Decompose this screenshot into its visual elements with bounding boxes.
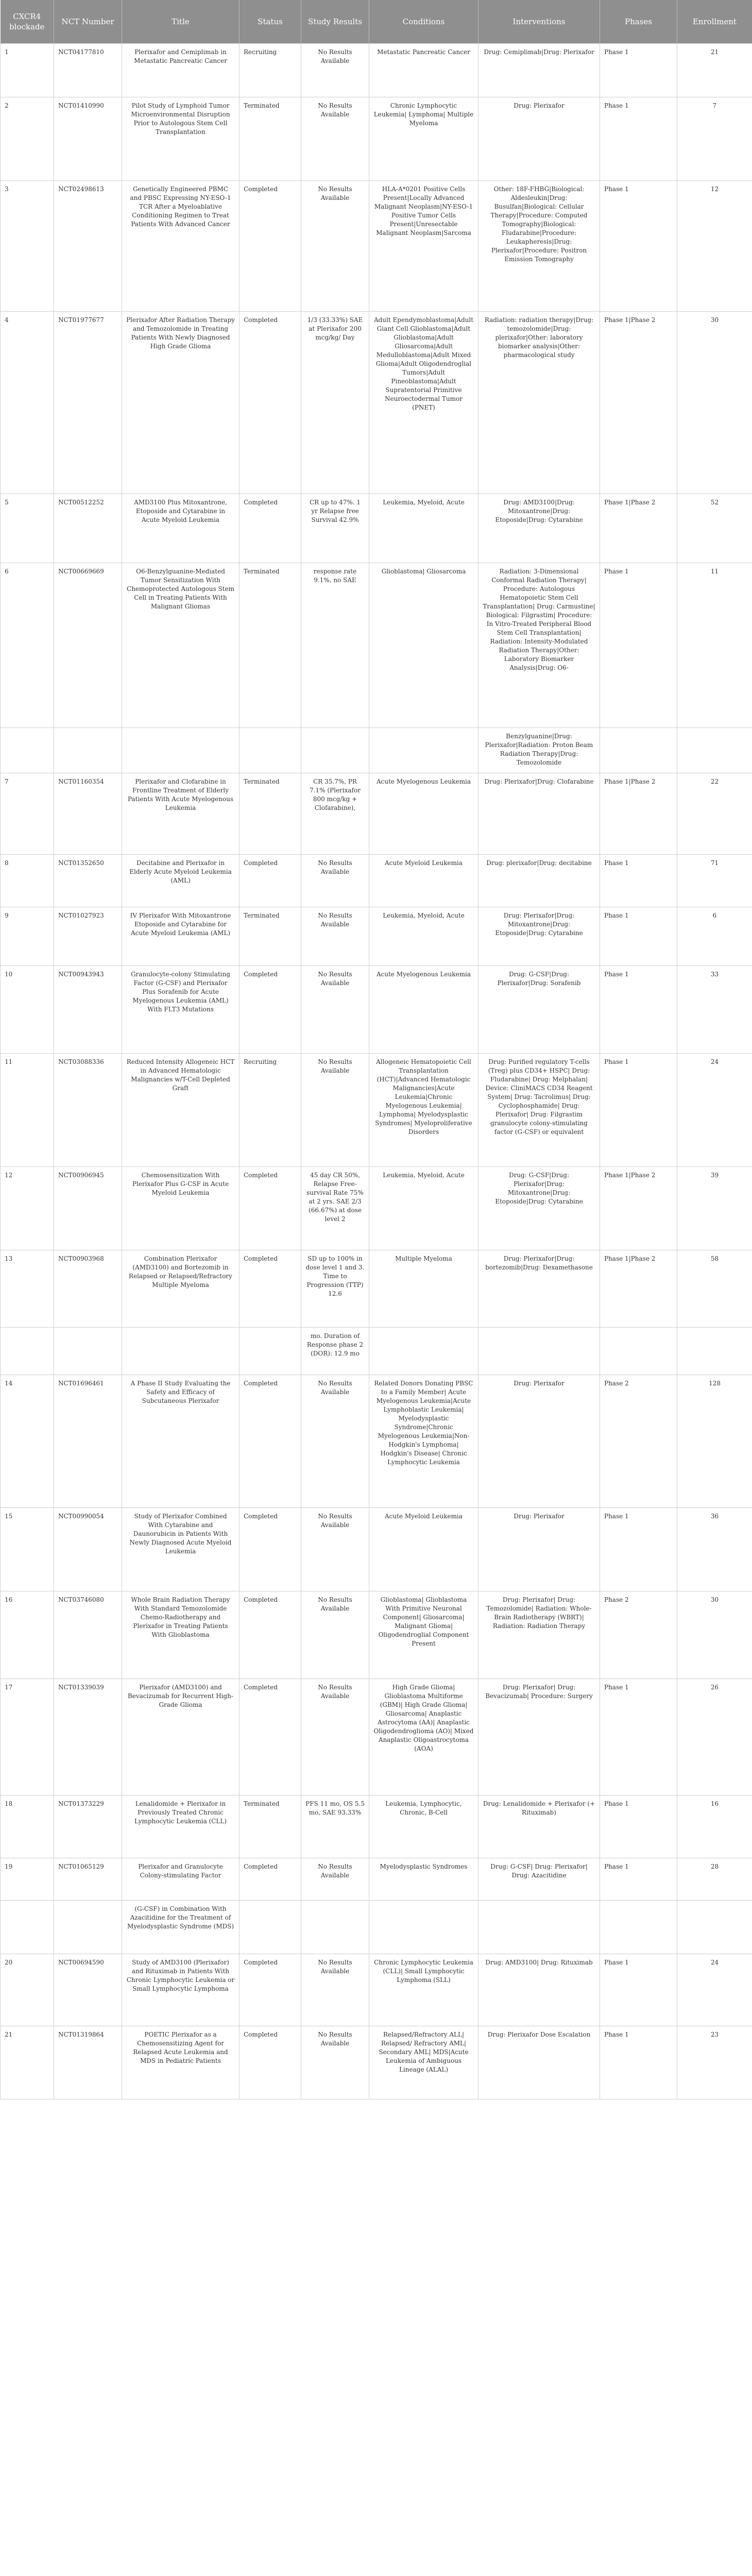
cell-interventions: Drug: Plerixafor| Drug: Temozolomide| Radiation: Whole-Brain Radiotherapy (WBRT)| Radiation: Radiation Therapy (478, 1591, 600, 1679)
cell-nct-number: NCT00943943 (54, 966, 122, 1054)
cell-phases (600, 728, 677, 773)
cell-interventions: Drug: Plerixafor (478, 1375, 600, 1508)
cell-study-results: mo. Duration of Response phase 2 (DOR): 12.9 mo (301, 1328, 369, 1375)
cell-study-results: PFS 11 mo, OS 5.5 mo, SAE 93.33% (301, 1795, 369, 1858)
cell-status: Terminated (240, 773, 301, 855)
table-row (1, 312, 752, 494)
cell-phases: Phase 1|Phase 2 (600, 312, 677, 494)
cell-nct-number: NCT00694590 (54, 1954, 122, 2026)
table-header-row (1, 0, 752, 44)
cell-phases: Phase 1 (600, 966, 677, 1054)
cell-phases: Phase 1 (600, 1054, 677, 1167)
cell-status: Completed (240, 312, 301, 494)
cell-title: Plerixafor and Granulocyte Colony-stimulating Factor (122, 1858, 240, 1901)
cell-blockade-number (1, 728, 54, 773)
cell-conditions: Acute Myelogenous Leukemia (369, 966, 478, 1054)
cell-status: Completed (240, 1591, 301, 1679)
cell-conditions: Glioblastoma| Glioblastoma With Primitive Neuronal Component| Gliosarcoma| Malignant Glioma| Oligodendroglial Component Present (369, 1591, 478, 1679)
cell-study-results: No Results Available (301, 1858, 369, 1901)
cell-nct-number (54, 1901, 122, 1954)
cell-conditions: Adult Ependymoblastoma|Adult Giant Cell Glioblastoma|Adult Glioblastoma|Adult Gliosarcoma|Adult Medulloblastoma|Adult Mixed Glioma|Adult Oligodendroglial Tumors|Adult Pineoblastoma|Adult Supratentorial Primitive Neuroectodermal Tumor (PNET) (369, 312, 478, 494)
cell-blockade-number: 14 (1, 1375, 54, 1508)
cell-study-results: No Results Available (301, 1375, 369, 1508)
cell-nct-number: NCT00903968 (54, 1250, 122, 1328)
table-row-continuation (1, 1328, 752, 1375)
header-status: Status (240, 0, 301, 44)
cell-status: Completed (240, 1508, 301, 1591)
cell-interventions: Drug: Plerixafor|Drug: Clofarabine (478, 773, 600, 855)
cell-blockade-number: 9 (1, 907, 54, 966)
cell-enrollment: 26 (677, 1679, 752, 1795)
cell-nct-number: NCT01696461 (54, 1375, 122, 1508)
cell-enrollment: 28 (677, 1858, 752, 1901)
cell-study-results: No Results Available (301, 181, 369, 312)
cell-nct-number: NCT00669669 (54, 563, 122, 728)
cell-conditions: Leukemia, Lymphocytic, Chronic, B-Cell (369, 1795, 478, 1858)
cell-status (240, 728, 301, 773)
table-row (1, 907, 752, 966)
cell-title: IV Plerixafor With Mitoxantrone Etoposide and Cytarabine for Acute Myeloid Leukemia (AML) (122, 907, 240, 966)
cell-blockade-number: 13 (1, 1250, 54, 1328)
cell-study-results: No Results Available (301, 1054, 369, 1167)
cell-title: Study of Plerixafor Combined With Cytarabine and Daunorubicin in Patients With Newly Diagnosed Acute Myeloid Leukemia (122, 1508, 240, 1591)
cell-title: Genetically Engineered PBMC and PBSC Expressing NY-ESO-1 TCR After a Myeloablative Conditioning Regimen to Treat Patients With Advanced Cancer (122, 181, 240, 312)
cell-enrollment: 6 (677, 907, 752, 966)
header-cxcr4-blockade: CXCR4 blockade (1, 0, 54, 44)
cell-blockade-number: 10 (1, 966, 54, 1054)
cell-conditions: Relapsed/Refractory ALL| Relapsed/ Refractory AML| Secondary AML| MDS|Acute Leukemia of Ambiguous Lineage (ALAL) (369, 2026, 478, 2099)
cell-interventions: Drug: plerixafor|Drug: decitabine (478, 855, 600, 907)
cell-enrollment: 12 (677, 181, 752, 312)
cell-interventions: Drug: Plerixafor|Drug: Mitoxantrone|Drug: Etoposide|Drug: Cytarabine (478, 907, 600, 966)
cell-study-results: No Results Available (301, 966, 369, 1054)
cell-status: Completed (240, 855, 301, 907)
cell-interventions: Drug: Purified regulatory T-cells (Treg) plus CD34+ HSPC| Drug: Fludarabine| Drug: Melphalan| Device: CliniMACS CD34 Reagent System| Drug: Tacrolimus| Drug: Cyclophosphamide| Drug: Plerixafor| Drug: Filgrastim granulocyte colony-stimulating factor (G-CSF) or equivalent (478, 1054, 600, 1167)
cell-nct-number: NCT01410990 (54, 97, 122, 181)
cell-study-results: No Results Available (301, 1679, 369, 1795)
table-row (1, 1375, 752, 1508)
cell-title: Plerixafor After Radiation Therapy and Temozolomide in Treating Patients With Newly Diagnosed High Grade Glioma (122, 312, 240, 494)
cell-enrollment: 36 (677, 1508, 752, 1591)
cell-title: Study of AMD3100 (Plerixafor) and Rituximab in Patients With Chronic Lymphocytic Leukemia or Small Lymphocytic Lymphoma (122, 1954, 240, 2026)
cell-title: POETIC Plerixafor as a Chemosensitizing Agent for Relapsed Acute Leukemia and MDS in Pediatric Patients (122, 2026, 240, 2099)
cell-enrollment: 33 (677, 966, 752, 1054)
cell-title: Decitabine and Plerixafor in Elderly Acute Myeloid Leukemia (AML) (122, 855, 240, 907)
cell-conditions: Glioblastoma| Gliosarcoma (369, 563, 478, 728)
cell-study-results: No Results Available (301, 2026, 369, 2099)
cell-interventions: Drug: Lenalidomide + Plerixafor (+ Rituximab) (478, 1795, 600, 1858)
cell-status: Completed (240, 494, 301, 563)
cell-blockade-number: 7 (1, 773, 54, 855)
cell-status (240, 1328, 301, 1375)
cell-study-results: No Results Available (301, 855, 369, 907)
header-interventions: Interventions (478, 0, 600, 44)
cell-blockade-number: 6 (1, 563, 54, 728)
table-row (1, 97, 752, 181)
cell-status: Completed (240, 1858, 301, 1901)
table-row (1, 494, 752, 563)
cell-blockade-number (1, 1328, 54, 1375)
cell-blockade-number: 3 (1, 181, 54, 312)
cell-study-results: No Results Available (301, 1591, 369, 1679)
table-row (1, 1167, 752, 1250)
cell-nct-number: NCT01352650 (54, 855, 122, 907)
cell-interventions (478, 1901, 600, 1954)
table-row (1, 1954, 752, 2026)
cell-study-results: 45 day CR 50%, Relapse Free-survival Rate 75% at 2 yrs. SAE 2/3 (66.67%) at dose level 2 (301, 1167, 369, 1250)
cell-interventions: Other: 18F-FHBG|Biological: Aldesleukin|Drug: Busulfan|Biological: Cellular Therapy|Procedure: Computed Tomography|Biological: Fludarabine|Procedure: Leukapheresis|Drug: Plerixafor|Procedure: Positron Emission Tomography (478, 181, 600, 312)
cell-study-results (301, 728, 369, 773)
cell-study-results (301, 1901, 369, 1954)
cell-status: Completed (240, 181, 301, 312)
cell-status: Completed (240, 2026, 301, 2099)
cell-blockade-number: 11 (1, 1054, 54, 1167)
cell-conditions: High Grade Glioma| Glioblastoma Multiforme (GBM)| High Grade Glioma| Gliosarcoma| Anaplastic Astrocytoma (AA)| Anaplastic Oligodendroglioma (AO)| Mixed Anaplastic Oligoastrocytoma (AOA) (369, 1679, 478, 1795)
cell-phases: Phase 1 (600, 2026, 677, 2099)
cell-conditions (369, 1328, 478, 1375)
cell-status: Completed (240, 1954, 301, 2026)
cell-nct-number (54, 728, 122, 773)
cell-phases: Phase 1 (600, 563, 677, 728)
cell-phases: Phase 1|Phase 2 (600, 773, 677, 855)
cell-nct-number: NCT03088336 (54, 1054, 122, 1167)
cell-enrollment (677, 1328, 752, 1375)
table-row (1, 1508, 752, 1591)
cell-interventions: Drug: G-CSF|Drug: Plerixafor|Drug: Sorafenib (478, 966, 600, 1054)
cell-blockade-number: 19 (1, 1858, 54, 1901)
cell-blockade-number: 18 (1, 1795, 54, 1858)
cell-phases: Phase 1|Phase 2 (600, 1250, 677, 1328)
cell-status: Completed (240, 966, 301, 1054)
cell-phases: Phase 2 (600, 1591, 677, 1679)
cell-blockade-number: 20 (1, 1954, 54, 2026)
table-row (1, 181, 752, 312)
cell-title (122, 1328, 240, 1375)
cell-status: Completed (240, 1167, 301, 1250)
cell-title: Lenalidomide + Plerixafor in Previously Treated Chronic Lymphocytic Leukemia (CLL) (122, 1795, 240, 1858)
cell-blockade-number: 17 (1, 1679, 54, 1795)
cell-title: Chemosensitization With Plerixafor Plus G-CSF in Acute Myeloid Leukemia (122, 1167, 240, 1250)
cell-interventions (478, 1328, 600, 1375)
cell-interventions: Drug: G-CSF|Drug: Plerixafor|Drug: Mitoxantrone|Drug: Etoposide|Drug: Cytarabine (478, 1167, 600, 1250)
cell-nct-number: NCT01977677 (54, 312, 122, 494)
header-nct-number: NCT Number (54, 0, 122, 44)
cell-phases: Phase 1 (600, 1679, 677, 1795)
cell-study-results: response rate 9.1%, no SAE (301, 563, 369, 728)
cell-status: Terminated (240, 907, 301, 966)
cell-interventions: Drug: AMD3100| Drug: Rituximab (478, 1954, 600, 2026)
cell-phases (600, 1328, 677, 1375)
cell-enrollment: 128 (677, 1375, 752, 1508)
cell-status: Recruiting (240, 44, 301, 97)
cell-title: A Phase II Study Evaluating the Safety and Efficacy of Subcutaneous Plerixafor (122, 1375, 240, 1508)
cell-nct-number: NCT02498613 (54, 181, 122, 312)
cell-study-results: No Results Available (301, 1954, 369, 2026)
cell-phases: Phase 1 (600, 97, 677, 181)
cell-interventions: Drug: G-CSF| Drug: Plerixafor| Drug: Azacitidine (478, 1858, 600, 1901)
cell-conditions: Acute Myeloid Leukemia (369, 855, 478, 907)
cell-interventions: Drug: AMD3100|Drug: Mitoxantrone|Drug: Etoposide|Drug: Cytarabine (478, 494, 600, 563)
cell-phases: Phase 1 (600, 44, 677, 97)
table-row (1, 1250, 752, 1328)
table-body (1, 44, 752, 2099)
cell-nct-number: NCT01027923 (54, 907, 122, 966)
cell-interventions: Drug: Plerixafor| Drug: Bevacizumab| Procedure: Surgery (478, 1679, 600, 1795)
cell-title: Combination Plerixafor (AMD3100) and Bortezomib in Relapsed or Relapsed/Refractory Multiple Myeloma (122, 1250, 240, 1328)
cell-nct-number: NCT01339039 (54, 1679, 122, 1795)
cell-enrollment: 39 (677, 1167, 752, 1250)
cell-interventions: Drug: Cemiplimab|Drug: Plerixafor (478, 44, 600, 97)
cell-study-results: No Results Available (301, 97, 369, 181)
cell-conditions: Acute Myeloid Leukemia (369, 1508, 478, 1591)
cell-blockade-number: 21 (1, 2026, 54, 2099)
cell-nct-number: NCT00990054 (54, 1508, 122, 1591)
cell-enrollment: 22 (677, 773, 752, 855)
cell-title: Plerixafor and Cemiplimab in Metastatic Pancreatic Cancer (122, 44, 240, 97)
cell-interventions: Radiation: radiation therapy|Drug: temozolomide|Drug: plerixafor|Other: laboratory biomarker analysis|Other: pharmacological study (478, 312, 600, 494)
cell-enrollment: 30 (677, 312, 752, 494)
cell-title: O6-Benzylguanine-Mediated Tumor Sensitization With Chemoprotected Autologous Stem Cell in Treating Patients With Malignant Gliomas (122, 563, 240, 728)
cell-nct-number: NCT01160354 (54, 773, 122, 855)
cell-title: (G-CSF) in Combination With Azacitidine for the Treatment of Myelodysplastic Syndrome (MDS) (122, 1901, 240, 1954)
header-study-results: Study Results (301, 0, 369, 44)
cell-title: Plerixafor and Clofarabine in Frontline Treatment of Elderly Patients With Acute Myelogenous Leukemia (122, 773, 240, 855)
cell-conditions: Allogeneic Hematopoietic Cell Transplantation (HCT)|Advanced Hematologic Malignancies|Acute Leukemia|Chronic Myelogenous Leukemia| Lymphoma| Myelodysplastic Syndromes| Myeloproliferative Disorders (369, 1054, 478, 1167)
cell-phases: Phase 1 (600, 855, 677, 907)
cell-conditions: Multiple Myeloma (369, 1250, 478, 1328)
cell-nct-number: NCT03746080 (54, 1591, 122, 1679)
cell-blockade-number (1, 1901, 54, 1954)
cell-enrollment: 23 (677, 2026, 752, 2099)
cell-study-results: No Results Available (301, 1508, 369, 1591)
cell-enrollment: 58 (677, 1250, 752, 1328)
cell-status: Completed (240, 1250, 301, 1328)
cell-interventions: Radiation: 3-Dimensional Conformal Radiation Therapy| Procedure: Autologous Hematopoietic Stem Cell Transplantation| Drug: Carmustine| Biological: Filgrastim| Procedure: In Vitro-Treated Peripheral Blood Stem Cell Transplantation| Radiation: Intensity-Modulated Radiation Therapy|Other: Laboratory Biomarker Analysis|Drug: O6- (478, 563, 600, 728)
table-row (1, 563, 752, 728)
cell-study-results: CR 35.7%, PR 7.1% (Plerixafor 800 mcg/kg + Clofarabine), (301, 773, 369, 855)
cell-status: Completed (240, 1375, 301, 1508)
cell-title: AMD3100 Plus Mitoxantrone, Etoposide and Cytarabine in Acute Myeloid Leukemia (122, 494, 240, 563)
header-phases: Phases (600, 0, 677, 44)
cell-enrollment: 24 (677, 1954, 752, 2026)
cell-interventions: Drug: Plerixafor|Drug: bortezomib|Drug: Dexamethasone (478, 1250, 600, 1328)
header-enrollment: Enrollment (677, 0, 752, 44)
cell-interventions: Benzylguanine|Drug: Plerixafor|Radiation: Proton Beam Radiation Therapy|Drug: Temozolomide (478, 728, 600, 773)
cell-blockade-number: 4 (1, 312, 54, 494)
cell-enrollment: 71 (677, 855, 752, 907)
table-row (1, 1679, 752, 1795)
cell-nct-number (54, 1328, 122, 1375)
cell-blockade-number: 5 (1, 494, 54, 563)
cell-conditions: Chronic Lymphocytic Leukemia (CLL)| Small Lymphocytic Lymphoma (SLL) (369, 1954, 478, 2026)
cell-study-results: No Results Available (301, 44, 369, 97)
cell-study-results: No Results Available (301, 907, 369, 966)
cell-phases: Phase 1|Phase 2 (600, 1167, 677, 1250)
cell-phases (600, 1901, 677, 1954)
cell-phases: Phase 1|Phase 2 (600, 494, 677, 563)
cell-phases: Phase 1 (600, 907, 677, 966)
cell-conditions (369, 728, 478, 773)
cell-phases: Phase 1 (600, 1954, 677, 2026)
cell-blockade-number: 12 (1, 1167, 54, 1250)
cell-title: Whole Brain Radiation Therapy With Standard Temozolomide Chemo-Radiotherapy and Plerixafor in Treating Patients With Glioblastoma (122, 1591, 240, 1679)
cell-conditions: Related Donors Donating PBSC to a Family Member| Acute Myelogenous Leukemia|Acute Lymphoblastic Leukemia| Myelodysplastic Syndrome|Chronic Myelogenous Leukemia|Non-Hodgkin's Lymphoma| Hodgkin's Disease| Chronic Lymphocytic Leukemia (369, 1375, 478, 1508)
table-row (1, 1054, 752, 1167)
table-row-continuation (1, 728, 752, 773)
cell-status: Terminated (240, 1795, 301, 1858)
cell-interventions: Drug: Plerixafor Dose Escalation (478, 2026, 600, 2099)
cell-blockade-number: 15 (1, 1508, 54, 1591)
cell-conditions: HLA-A*0201 Positive Cells Present|Locally Advanced Malignant Neoplasm|NY-ESO-1 Positive Tumor Cells Present|Unresectable Malignant Neoplasm|Sarcoma (369, 181, 478, 312)
cell-conditions: Myelodysplastic Syndromes (369, 1858, 478, 1901)
cell-study-results: SD up to 100% in dose level 1 and 3. Time to Progression (TTP) 12.6 (301, 1250, 369, 1328)
cell-conditions: Leukemia, Myeloid, Acute (369, 494, 478, 563)
cell-title: Pilot Study of Lymphoid Tumor Microenvironmental Disruption Prior to Autologous Stem Cell Transplantation (122, 97, 240, 181)
cell-nct-number: NCT01065129 (54, 1858, 122, 1901)
cell-enrollment: 24 (677, 1054, 752, 1167)
cell-phases: Phase 1 (600, 1858, 677, 1901)
cell-conditions: Chronic Lymphocytic Leukemia| Lymphoma| Multiple Myeloma (369, 97, 478, 181)
table-row (1, 1591, 752, 1679)
cell-enrollment: 52 (677, 494, 752, 563)
cell-conditions: Acute Myelogenous Leukemia (369, 773, 478, 855)
cell-enrollment (677, 1901, 752, 1954)
cell-interventions: Drug: Plerixafor (478, 1508, 600, 1591)
cell-blockade-number: 16 (1, 1591, 54, 1679)
cell-enrollment: 11 (677, 563, 752, 728)
table-row-continuation (1, 1901, 752, 1954)
cell-title: Plerixafor (AMD3100) and Bevacizumab for Recurrent High-Grade Glioma (122, 1679, 240, 1795)
cell-nct-number: NCT01319864 (54, 2026, 122, 2099)
table-row (1, 855, 752, 907)
cell-status: Completed (240, 1679, 301, 1795)
cell-study-results: 1/3 (33.33%) SAE at Plerixafor 200 mcg/kg/ Day (301, 312, 369, 494)
cell-status: Recruiting (240, 1054, 301, 1167)
cell-phases: Phase 1 (600, 181, 677, 312)
cell-phases: Phase 1 (600, 1795, 677, 1858)
cell-blockade-number: 1 (1, 44, 54, 97)
table-row (1, 1858, 752, 1901)
cell-blockade-number: 2 (1, 97, 54, 181)
cell-phases: Phase 1 (600, 1508, 677, 1591)
cell-enrollment: 30 (677, 1591, 752, 1679)
cell-nct-number: NCT01373229 (54, 1795, 122, 1858)
cell-enrollment: 7 (677, 97, 752, 181)
cell-enrollment: 16 (677, 1795, 752, 1858)
cell-title (122, 728, 240, 773)
cell-conditions (369, 1901, 478, 1954)
cell-enrollment (677, 728, 752, 773)
cell-conditions: Leukemia, Myeloid, Acute (369, 1167, 478, 1250)
header-title: Title (122, 0, 240, 44)
cell-nct-number: NCT00906945 (54, 1167, 122, 1250)
cell-status: Terminated (240, 97, 301, 181)
table-row (1, 44, 752, 97)
cell-study-results: CR up to 47%. 1 yr Relapse free Survival 42.9% (301, 494, 369, 563)
cell-blockade-number: 8 (1, 855, 54, 907)
table-row (1, 966, 752, 1054)
cell-nct-number: NCT00512252 (54, 494, 122, 563)
header-conditions: Conditions (369, 0, 478, 44)
cell-status: Terminated (240, 563, 301, 728)
table-row (1, 2026, 752, 2099)
table-row (1, 773, 752, 855)
cell-title: Granulocyte-colony Stimulating Factor (G-CSF) and Plerixafor Plus Sorafenib for Acute Myelogenous Leukemia (AML) With FLT3 Mutations (122, 966, 240, 1054)
cell-enrollment: 21 (677, 44, 752, 97)
cell-conditions: Leukemia, Myeloid, Acute (369, 907, 478, 966)
table-row (1, 1795, 752, 1858)
cell-title: Reduced Intensity Allogeneic HCT in Advanced Hematologic Malignancies w/T-Cell Depleted Graft (122, 1054, 240, 1167)
cell-phases: Phase 2 (600, 1375, 677, 1508)
cell-nct-number: NCT04177810 (54, 44, 122, 97)
cell-status (240, 1901, 301, 1954)
cell-interventions: Drug: Plerixafor (478, 97, 600, 181)
cell-conditions: Metastatic Pancreatic Cancer (369, 44, 478, 97)
